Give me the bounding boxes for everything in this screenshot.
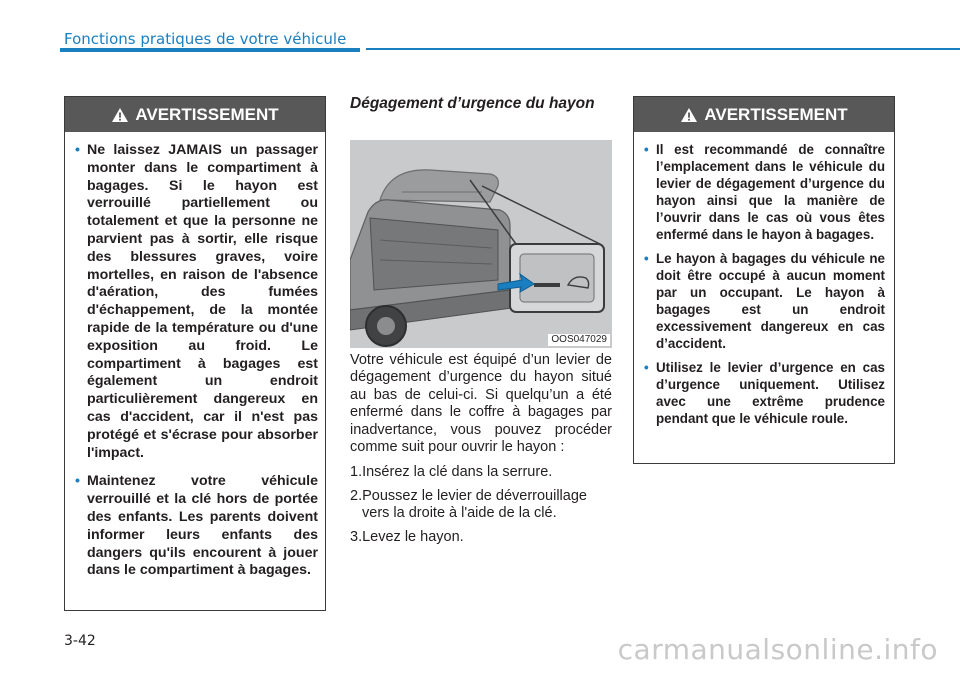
warning-item: • Utilisez le levier d’urgence en cas d’urgence uniquement. Utilisez avec une extrême prudence pendant que le véhicule roule. bbox=[644, 359, 885, 427]
figure-code: OOS047029 bbox=[548, 334, 610, 346]
header-rule-thin bbox=[366, 48, 960, 50]
warning-item: • Ne laissez JAMAIS un passager monter dans le compartiment à bagages. Si le hayon est verrouillé partiellement ou totalement et que la personne ne parvient pas à sortir, elle risque des blessures graves, voire mortelles, en raison de l'absence d'aération, des fumées d'échappement, de la montée rapide de la température ou d'une exposition au froid. Le compartiment à bagages est également un endroit particulièrement dangereux en cas d'accident, car il n'est pas protégé et s'écrase pour absorber l'impact. bbox=[75, 142, 318, 462]
header-rule-thick bbox=[60, 48, 360, 52]
warning-header bbox=[634, 97, 894, 132]
section-title: Fonctions pratiques de votre véhicule bbox=[64, 30, 347, 48]
step-item: 3.Levez le hayon. bbox=[350, 528, 464, 545]
warning-list bbox=[634, 132, 894, 427]
instructions bbox=[350, 352, 612, 552]
watermark: carmanualsonline.info bbox=[617, 633, 938, 666]
step-item: 2.Poussez le levier de déverrouillage vers la droite à l'aide de la clé. bbox=[350, 487, 587, 522]
warning-list bbox=[65, 132, 325, 580]
warning-box-right bbox=[633, 96, 895, 464]
warning-item: • Le hayon à bagages du véhicule ne doit être occupé à aucun moment par un occupant. Le hayon à bagages est un endroit excessivement dangereux en cas d’accident. bbox=[644, 250, 885, 352]
page-number: 3-42 bbox=[64, 633, 96, 649]
warning-header bbox=[65, 97, 325, 132]
section-heading: Dégagement d’urgence du hayon bbox=[350, 95, 595, 112]
tailgate-illustration bbox=[350, 140, 612, 348]
tailgate-drawing bbox=[350, 140, 612, 348]
step-list bbox=[350, 464, 612, 546]
warning-triangle-icon bbox=[680, 107, 698, 123]
warning-title: AVERTISSEMENT bbox=[704, 104, 848, 124]
warning-box-left bbox=[64, 96, 326, 611]
warning-title: AVERTISSEMENT bbox=[135, 104, 279, 124]
step-item: 1.Insérez la clé dans la serrure. bbox=[350, 464, 553, 481]
warning-item: • Maintenez votre véhicule verrouillé et la clé hors de portée des enfants. Les parents doivent informer leurs enfants des dangers qu'ils encourent à jouer dans le compartiment à bagages. bbox=[75, 473, 318, 580]
intro-paragraph: Votre véhicule est équipé d’un levier de dégagement d’urgence du hayon situé au bas de celui-ci. Si quelqu’un a été enfermé dans le coffre à bagages par inadvertance, vous pouvez procéder comme suit pour ouvrir le hayon : bbox=[350, 352, 612, 456]
warning-item: • Il est recommandé de connaître l’emplacement dans le véhicule du levier de dégagement d’urgence du hayon ainsi que la manière de l’ouvrir dans le cas où vous êtes enfermé dans le hayon à bagages. bbox=[644, 141, 885, 243]
warning-triangle-icon bbox=[111, 107, 129, 123]
